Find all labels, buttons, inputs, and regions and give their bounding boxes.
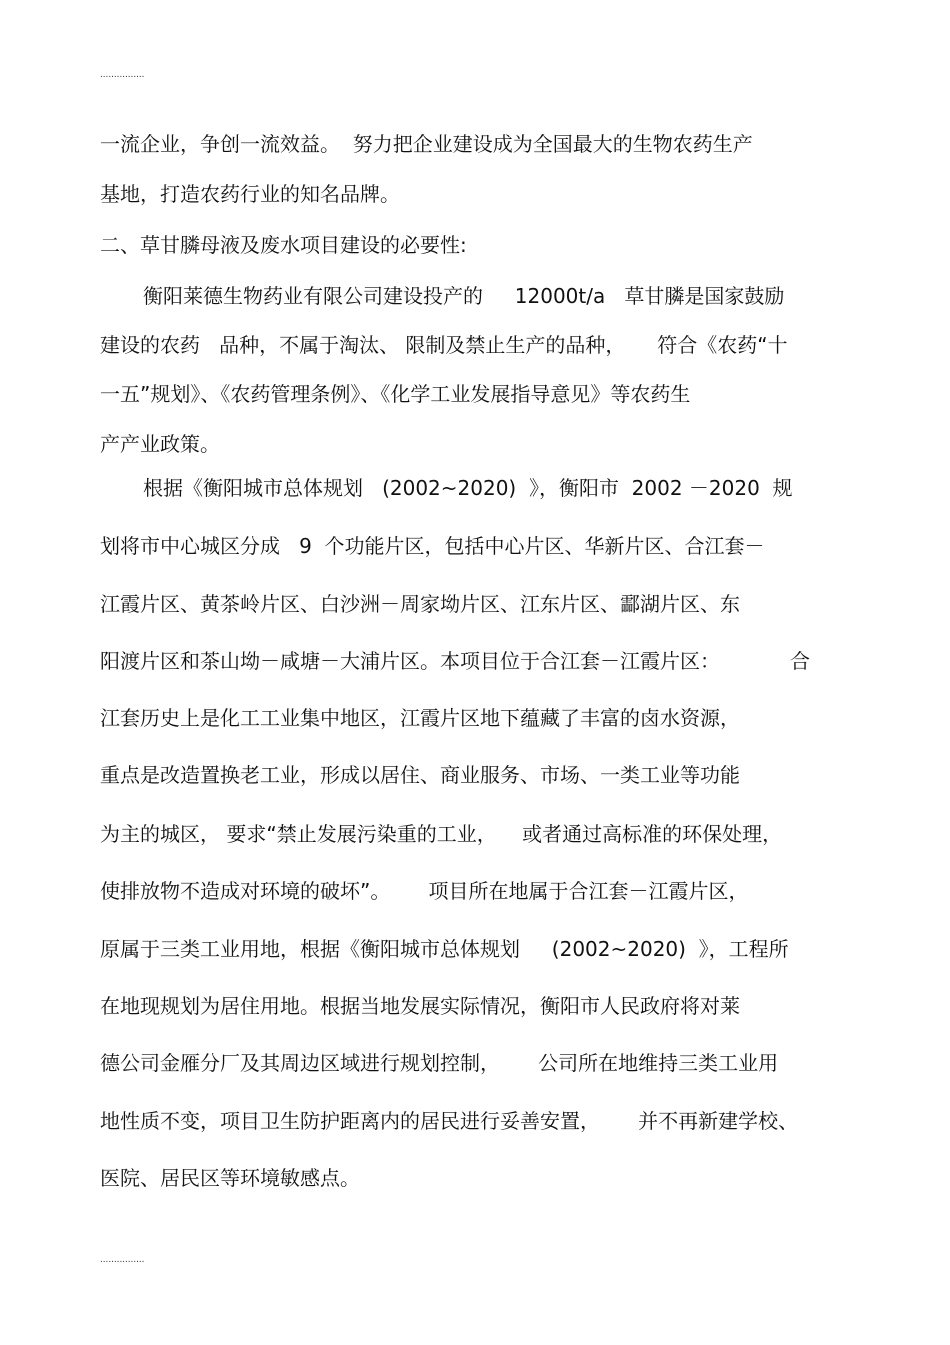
text-line: 一流企业，争创一流效益。 努力把企业建设成为全国最大的生物农药生产: [100, 132, 753, 156]
text-line: 医院、居民区等环境敏感点。: [100, 1166, 360, 1190]
section-heading: 二、草甘膦母液及废水项目建设的必要性:: [100, 233, 467, 257]
text-line: 划将市中心城区分成 9 个功能片区，包括中心片区、华新片区、合江套－: [100, 534, 765, 558]
text-line: 阳渡片区和茶山坳－咸塘－大浦片区。本项目位于合江套－江霞片区：: [100, 649, 720, 673]
text-line: 原属于三类工业用地，根据《衡阳城市总体规划 (2002~2020) 》，工程所: [100, 937, 789, 961]
text-line: 地性质不变，项目卫生防护距离内的居民进行妥善安置， 并不再新建学校、: [100, 1109, 799, 1133]
header-dot-leader: ................: [100, 69, 145, 80]
text-line: 江霞片区、黄茶岭片区、白沙洲－周家坳片区、江东片区、酃湖片区、东: [100, 592, 740, 616]
text-line: 一五”规划》、《农药管理条例》、《化学工业发展指导意见》等农药生: [100, 382, 691, 406]
text-line: 江套历史上是化工工业集中地区，江霞片区地下蕴藏了丰富的卤水资源，: [100, 706, 740, 730]
text-line: 重点是改造置换老工业，形成以居住、商业服务、市场、一类工业等功能: [100, 763, 740, 787]
text-line: 根据《衡阳城市总体规划 (2002~2020) 》，衡阳市 2002 －2020 规: [143, 476, 793, 500]
text-line: 德公司金雁分厂及其周边区域进行规划控制， 公司所在地维持三类工业用: [100, 1051, 779, 1075]
text-line: 产产业政策。: [100, 432, 220, 456]
text-line: 在地现规划为居住用地。根据当地发展实际情况，衡阳市人民政府将对莱: [100, 994, 740, 1018]
text-line: 为主的城区， 要求“禁止发展污染重的工业， 或者通过高标准的环保处理，: [100, 822, 783, 846]
text-line: 基地，打造农药行业的知名品牌。: [100, 182, 400, 206]
text-line: 建设的农药 品种，不属于淘汰、 限制及禁止生产的品种， 符合《农药“十: [100, 333, 788, 357]
text-line: 使排放物不造成对环境的破坏”。 项目所在地属于合江套－江霞片区，: [100, 879, 749, 903]
footer-dot-leader: ................: [100, 1254, 145, 1265]
text-line: 衡阳莱德生物药业有限公司建设投产的 12000t/a 草甘膦是国家鼓励: [143, 284, 785, 308]
text-line-tail: 合: [790, 649, 810, 673]
